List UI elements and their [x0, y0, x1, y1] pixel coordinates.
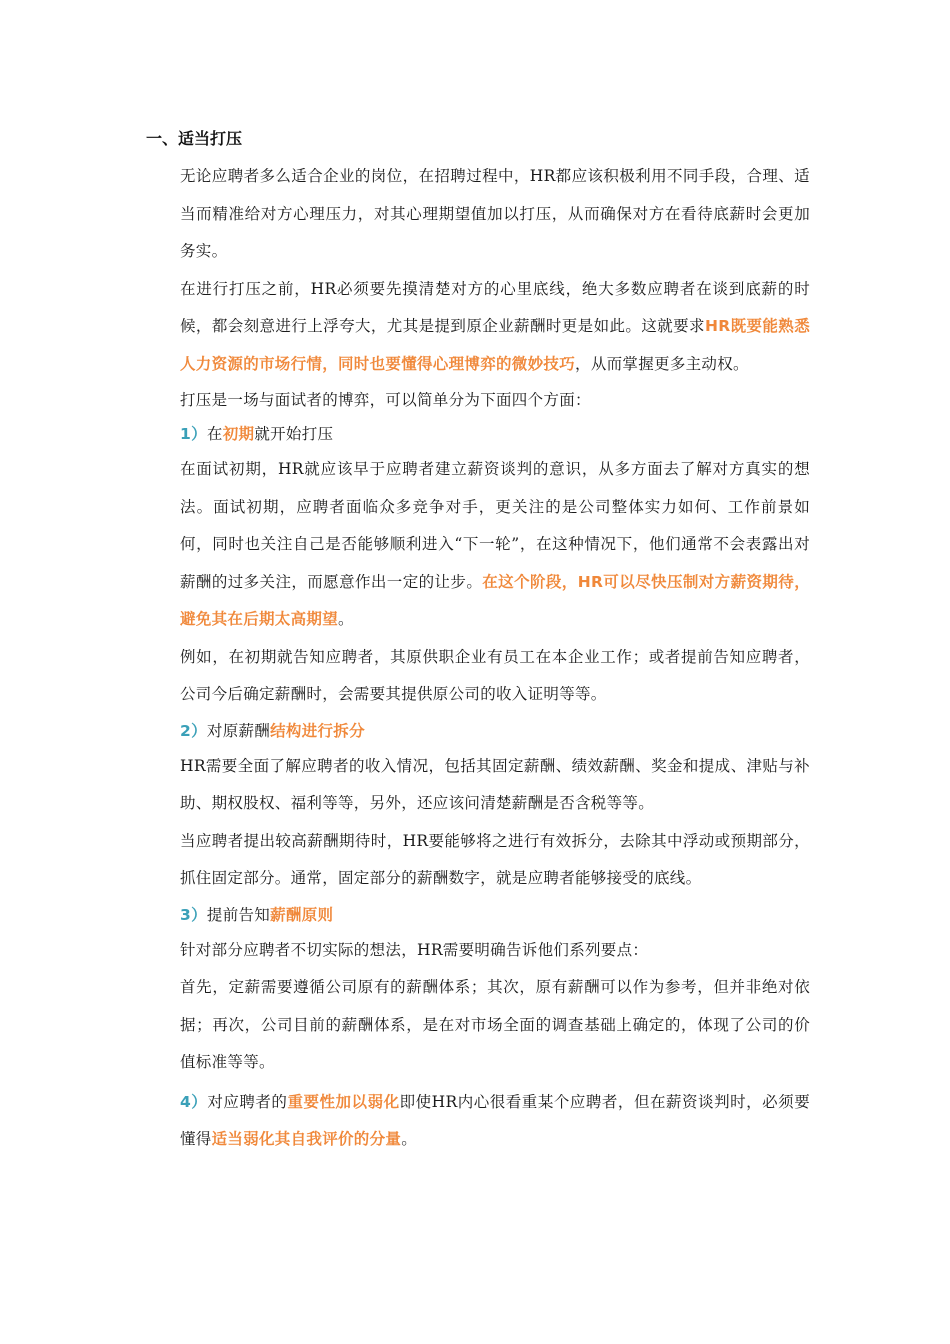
subheading-text: 在 — [206, 425, 223, 443]
document-body — [180, 158, 810, 1159]
item-number: 3） — [180, 905, 207, 924]
item-number: 2） — [180, 721, 207, 740]
paragraph-text: 在进行打压之前，HR必须要先摸清楚对方的心里底线，绝大多数应聘者在谈到底薪的时候，都会刻意进行上浮夸大，尤其是提到原企业薪酬时更是如此。这就要求 — [180, 279, 810, 335]
highlight-text: 初期 — [222, 425, 255, 443]
paragraph-principles: 首先，定薪需要遵循公司原有的薪酬体系；其次，原有薪酬可以作为参考，但并非绝对依据；再次，公司目前的薪酬体系，是在对市场全面的调查基础上确定的，体现了公司的价值标准等等。 — [180, 978, 810, 1071]
paragraph-key-points: 针对部分应聘者不切实际的想法，HR需要明确告诉他们系列要点： — [180, 940, 649, 959]
highlight-text: HR既要能熟悉人力资源的市场行情，同时也要懂得心理博弈的微妙技巧 — [180, 317, 810, 373]
subheading-text: 对原薪酬 — [206, 721, 271, 740]
paragraph-income-structure: HR需要全面了解应聘者的收入情况，包括其固定薪酬、绩效薪酬、奖金和提成、津贴与补助、期权股权、福利等等，另外，还应该问清楚薪酬是否含税等等。 — [180, 756, 810, 812]
paragraph-text: 在面试初期，HR就应该早于应聘者建立薪资谈判的意识，从多方面去了解对方真实的想法。面试初期，应聘者面临众多竞争对手，更关注的是公司整体实力如何、工作前景如何，同时也关注自己是否能够顺利进入“下一轮”，在这种情况下，他们通常不会表露出对薪酬的过多关注，而愿意作出一定的让步。 — [180, 460, 810, 591]
paragraph-text: 。 — [338, 610, 354, 628]
paragraph-intro: 无论应聘者多么适合企业的岗位，在招聘过程中，HR都应该积极利用不同手段，合理、适当而精准给对方心理压力，对其心理期望值加以打压，从而确保对方在看待底薪时会更加务实。 — [180, 167, 810, 260]
section-heading: 一、适当打压 — [146, 129, 243, 148]
subheading-4 — [180, 1084, 810, 1159]
highlight-text: 结构进行拆分 — [270, 721, 365, 740]
subheading-1 — [180, 417, 810, 451]
paragraph-overview: 打压是一场与面试者的博弈，可以简单分为下面四个方面： — [180, 391, 591, 409]
paragraph-early-stage — [180, 451, 810, 639]
paragraph-text: 。 — [401, 1130, 418, 1148]
highlight-text: 重要性加以弱化 — [287, 1092, 400, 1111]
subheading-text: 提前告知 — [206, 905, 271, 924]
subheading-2 — [180, 714, 810, 748]
highlight-text: 在这个阶段，HR可以尽快压制对方薪资期待，避免其在后期太高期望 — [180, 572, 810, 628]
paragraph-bottom-line — [180, 271, 810, 384]
item-number: 4） — [180, 1092, 208, 1111]
subheading-3 — [180, 898, 810, 932]
highlight-text: 适当弱化其自我评价的分量 — [211, 1130, 402, 1148]
paragraph-split: 当应聘者提出较高薪酬期待时，HR要能够将之进行有效拆分，去除其中浮动或预期部分，抓住固定部分。通常，固定部分的薪酬数字，就是应聘者能够接受的底线。 — [180, 831, 810, 887]
subheading-text: 对应聘者的 — [207, 1092, 288, 1111]
highlight-text: 薪酬原则 — [270, 905, 334, 924]
subheading-text: 就开始打压 — [254, 425, 334, 443]
item-number: 1） — [180, 425, 207, 443]
paragraph-text: ，从而掌握更多主动权。 — [575, 354, 749, 373]
paragraph-example: 例如，在初期就告知应聘者，其原供职企业有员工在本企业工作；或者提前告知应聘者，公司今后确定薪酬时，会需要其提供原公司的收入证明等等。 — [180, 647, 810, 703]
paragraph-text: 即使HR内心很看重某个应聘者，但在薪资谈判时，必须要懂得 — [180, 1092, 810, 1148]
